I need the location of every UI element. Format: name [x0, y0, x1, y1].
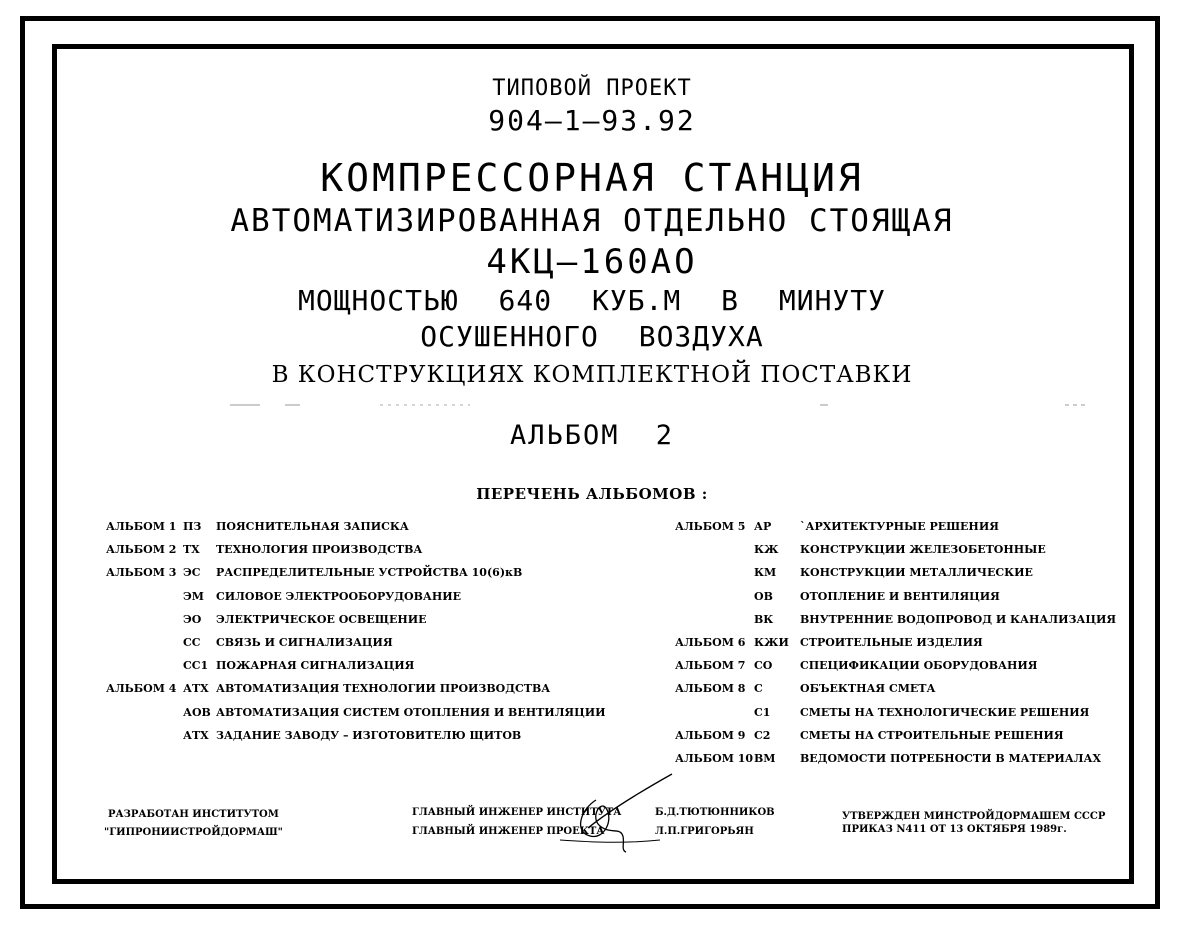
- chief-engineer-institute-label: ГЛАВНЫЙ ИНЖЕНЕР ИНСТИТУТА: [412, 807, 622, 818]
- institute-name: "ГИПРОНИИСТРОЙДОРМАШ": [104, 827, 283, 838]
- album-code: АТХ: [183, 728, 209, 742]
- album-title: СВЯЗЬ И СИГНАЛИЗАЦИЯ: [216, 636, 393, 649]
- developed-label: РАЗРАБОТАН ИНСТИТУТОМ: [108, 809, 279, 820]
- album-code: С2: [754, 728, 771, 742]
- album-title: ТЕХНОЛОГИЯ ПРОИЗВОДСТВА: [216, 543, 423, 557]
- album-code: ОВ: [754, 589, 773, 603]
- album-code: ЭС: [183, 566, 201, 580]
- album-title: АВТОМАТИЗАЦИЯ ТЕХНОЛОГИИ ПРОИЗВОДСТВА: [216, 682, 551, 696]
- album-title: ОТОПЛЕНИЕ И ВЕНТИЛЯЦИЯ: [800, 589, 1000, 603]
- album-code: КЖИ: [754, 636, 789, 649]
- album-title: ЗАДАНИЕ ЗАВОДУ – ИЗГОТОВИТЕЛЮ ЩИТОВ: [216, 728, 522, 742]
- chief-engineer-project-label: ГЛАВНЫЙ ИНЖЕНЕР ПРОЕКТА: [412, 826, 605, 837]
- approval-line-2: ПРИКАЗ N411 ОТ 13 ОКТЯБРЯ 1989г.: [842, 824, 1067, 835]
- album-code: ТХ: [183, 543, 200, 557]
- album-code: КМ: [754, 566, 777, 580]
- model-code: 4КЦ—160АО: [486, 242, 698, 282]
- album-title: СИЛОВОЕ ЭЛЕКТРООБОРУДОВАНИЕ: [216, 589, 462, 603]
- album-code: ВК: [754, 612, 774, 626]
- album-number: АЛЬБОМ 7: [675, 659, 746, 673]
- capacity-line: МОЩНОСТЬЮ 640 КУБ.М В МИНУТУ: [297, 284, 886, 317]
- album-number: АЛЬБОМ 2: [106, 543, 177, 557]
- album-number: АЛЬБОМ 10: [675, 752, 754, 765]
- air-line: ОСУШЕННОГО ВОЗДУХА: [420, 320, 764, 353]
- album-code: СС: [183, 636, 201, 649]
- album-title: СМЕТЫ НА ТЕХНОЛОГИЧЕСКИЕ РЕШЕНИЯ: [800, 705, 1090, 719]
- album-list-title: ПЕРЕЧЕНЬ АЛЬБОМОВ :: [476, 485, 708, 503]
- album-number: АЛЬБОМ 6: [675, 636, 746, 649]
- album-code: ЭО: [183, 612, 202, 626]
- page-title: КОМПРЕССОРНАЯ СТАНЦИЯ: [320, 156, 864, 200]
- album-number: АЛЬБОМ 1: [106, 520, 177, 533]
- album-number: АЛЬБОМ 9: [675, 728, 746, 742]
- album-number: АЛЬБОМ 3: [106, 566, 177, 580]
- album-label: АЛЬБОМ 2: [509, 420, 675, 451]
- scan-dust-line: [230, 404, 1090, 406]
- album-code: ПЗ: [183, 520, 202, 533]
- page-subtitle: АВТОМАТИЗИРОВАННАЯ ОТДЕЛЬНО СТОЯЩАЯ: [230, 203, 954, 239]
- album-title: ВНУТРЕННИЕ ВОДОПРОВОД И КАНАЛИЗАЦИЯ: [800, 612, 1117, 626]
- album-code: ВМ: [754, 752, 776, 765]
- album-title: ЭЛЕКТРИЧЕСКОЕ ОСВЕЩЕНИЕ: [216, 612, 427, 626]
- album-code: С1: [754, 705, 771, 719]
- album-title: КОНСТРУКЦИИ МЕТАЛЛИЧЕСКИЕ: [800, 566, 1033, 580]
- approval-line-1: УТВЕРЖДЕН МИНСТРОЙДОРМАШЕМ СССР: [842, 811, 1106, 822]
- album-code: СО: [754, 659, 773, 673]
- album-number: АЛЬБОМ 5: [675, 520, 746, 533]
- album-title: ПОЖАРНАЯ СИГНАЛИЗАЦИЯ: [216, 659, 415, 673]
- construction-line: В КОНСТРУКЦИЯХ КОМПЛЕКТНОЙ ПОСТАВКИ: [271, 362, 913, 388]
- album-title: АВТОМАТИЗАЦИЯ СИСТЕМ ОТОПЛЕНИЯ И ВЕНТИЛЯЦИИ: [216, 705, 606, 719]
- album-title: ВЕДОМОСТИ ПОТРЕБНОСТИ В МАТЕРИАЛАХ: [800, 752, 1101, 765]
- album-code: ЭМ: [183, 589, 204, 603]
- album-title: `АРХИТЕКТУРНЫЕ РЕШЕНИЯ: [800, 520, 999, 533]
- album-code: АР: [754, 520, 772, 533]
- album-code: АТХ: [183, 682, 209, 696]
- album-code: КЖ: [754, 543, 779, 557]
- album-code: АОВ: [183, 705, 211, 719]
- album-code: СС1: [183, 659, 209, 673]
- project-type-label: ТИПОВОЙ ПРОЕКТ: [492, 76, 692, 101]
- album-title: СМЕТЫ НА СТРОИТЕЛЬНЫЕ РЕШЕНИЯ: [800, 728, 1064, 742]
- project-number: 904—1—93.92: [488, 104, 696, 137]
- album-number: АЛЬБОМ 8: [675, 682, 746, 696]
- album-title: СТРОИТЕЛЬНЫЕ ИЗДЕЛИЯ: [800, 636, 983, 649]
- album-title: ПОЯСНИТЕЛЬНАЯ ЗАПИСКА: [216, 520, 409, 533]
- signature-mark: [560, 770, 680, 860]
- album-title: РАСПРЕДЕЛИТЕЛЬНЫЕ УСТРОЙСТВА 10(6)кВ: [216, 566, 523, 580]
- album-number: АЛЬБОМ 4: [106, 682, 177, 696]
- engineer-name-2: Л.П.ГРИГОРЬЯН: [655, 826, 754, 837]
- album-title: ОБЪЕКТНАЯ СМЕТА: [800, 682, 936, 696]
- album-code: С: [754, 682, 763, 696]
- engineer-name-1: Б.Д.ТЮТЮННИКОВ: [655, 807, 775, 818]
- album-title: КОНСТРУКЦИИ ЖЕЛЕЗОБЕТОННЫЕ: [800, 543, 1046, 557]
- album-title: СПЕЦИФИКАЦИИ ОБОРУДОВАНИЯ: [800, 659, 1038, 673]
